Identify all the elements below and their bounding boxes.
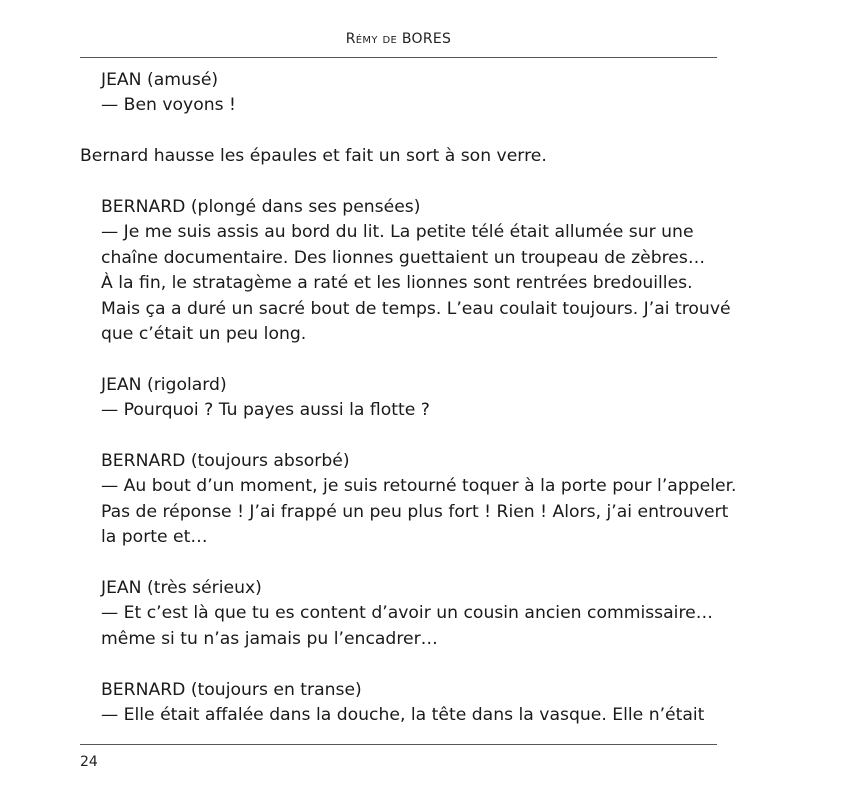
speaker-cue: JEAN (très sérieux) xyxy=(101,578,262,599)
running-head: Rémy de BORES xyxy=(345,31,452,47)
header-rule xyxy=(80,57,717,58)
dialogue-line: — Je me suis assis au bord du lit. La petite télé était allumée sur une xyxy=(101,222,694,243)
dialogue-line: — Et c’est là que tu es content d’avoir un cousin ancien commissaire… xyxy=(101,603,713,624)
footer-rule xyxy=(80,744,717,745)
dialogue-line: chaîne documentaire. Des lionnes guettaient un troupeau de zèbres… xyxy=(101,247,706,268)
stage-direction xyxy=(80,144,720,169)
dialogue-line: Pas de réponse ! J’ai frappé un peu plus fort ! Rien ! Alors, j’ai entrouvert xyxy=(101,501,729,522)
narration-line: Bernard hausse les épaules et fait un sort à son verre. xyxy=(80,146,547,167)
speaker-cue: JEAN (amusé) xyxy=(101,70,219,90)
page-text xyxy=(80,68,737,754)
speaker-cue: BERNARD (toujours en transe) xyxy=(101,679,362,700)
dialogue-line: À la fin, le stratagème a raté et les lionnes sont rentrées bredouilles. xyxy=(101,273,693,294)
dialogue-line: Mais ça a duré un sacré bout de temps. L’eau coulait toujours. J’ai trouvé xyxy=(101,298,731,319)
dialogue-line: — Au bout d’un moment, je suis retourné toquer à la porte pour l’appeler. xyxy=(101,476,737,497)
dialogue-line: que c’était un peu long. xyxy=(101,324,307,345)
dialogue-block xyxy=(80,449,737,551)
dialogue-line: la porte et… xyxy=(101,527,208,548)
speaker-cue: BERNARD (plongé dans ses pensées) xyxy=(101,197,421,217)
dialogue-block xyxy=(80,195,731,347)
dialogue-block xyxy=(80,576,720,652)
speaker-cue: JEAN (rigolard) xyxy=(101,374,227,395)
dialogue-line: — Pourquoi ? Tu payes aussi la flotte ? xyxy=(101,400,430,421)
dialogue-block xyxy=(80,68,720,119)
dialogue-block xyxy=(80,373,720,424)
dialogue-block xyxy=(80,678,720,729)
dialogue-line: — Elle était affalée dans la douche, la tête dans la vasque. Elle n’était xyxy=(101,705,705,726)
dialogue-line: même si tu n’as jamais pu l’encadrer… xyxy=(101,628,438,649)
speaker-cue: BERNARD (toujours absorbé) xyxy=(101,451,350,472)
page-number: 24 xyxy=(80,754,98,770)
dialogue-line: — Ben voyons ! xyxy=(101,95,236,116)
